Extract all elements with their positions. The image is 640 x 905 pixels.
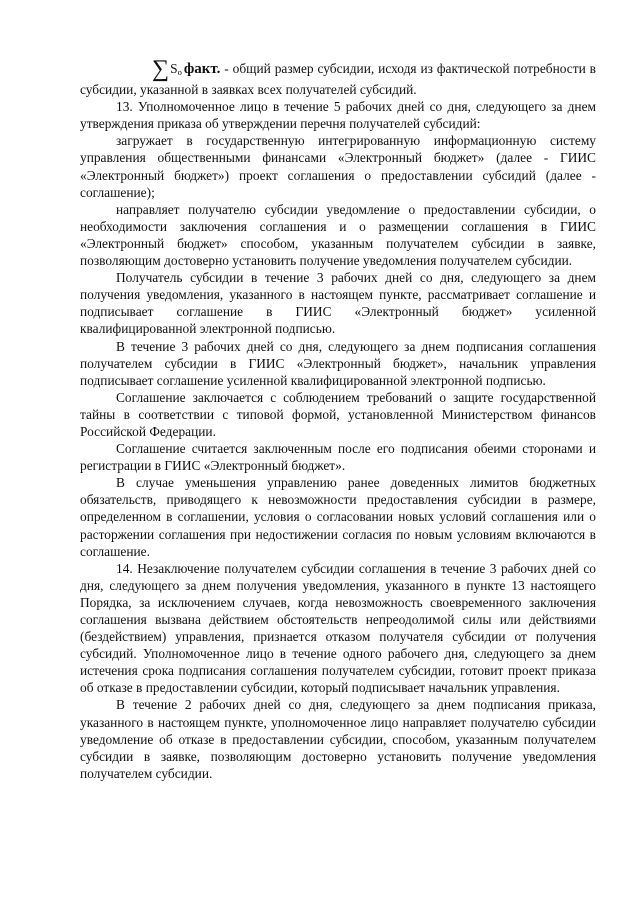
formula-symbol: S [170,61,178,76]
paragraph-upload-project: загружает в государственную интегрированную информационную систему управления общественными финансами «Электронный бюджет» (далее - ГИИС «Электронный бюджет») проект соглашения о предоставлении субсидий (далее - соглашение); [80,133,596,200]
paragraph-recipient-signs: Получатель субсидии в течение 3 рабочих дней со дня, следующего за днем получения уведомления, указанного в настоящем пункте, рассматривает соглашение и подписывает соглашение в ГИИС «Электронный бюджет» усиленной квалифицированной электронной подписью. [80,270,596,337]
paragraph-send-notice: направляет получателю субсидии уведомление о предоставлении субсидии, о необходимости заключения соглашения и о размещении соглашения в ГИИС «Электронный бюджет» способом, указанным получателем субсидии в заявке, позволяющим достоверно установить получение уведомления получателем субсидии. [80,201,596,269]
formula-suffix: факт. [183,61,221,77]
paragraph-state-secret: Соглашение заключается с соблюдением требований о защите государственной тайны в соответствии с типовой формой, установленной Министерством финансов Российской Федерации. [80,389,596,439]
subsidy-sum-formula [116,56,221,82]
sigma-symbol: ∑ [152,56,170,82]
document-page [80,56,596,782]
paragraph-limits-reduction: В случае уменьшения управлению ранее доведенных лимитов бюджетных обязательств, приводящего к невозможности предоставления субсидии в размере, определенном в соглашении, условия о согласовании новых условий соглашения или о расторжении соглашения при недостижении согласия по новым условиям включаются в соглашение. [80,475,596,559]
paragraph-14-non-conclusion: 14. Незаключение получателем субсидии соглашения в течение 3 рабочих дней со дня, следующего за днем получения уведомления, указанного в пункте 13 настоящего Порядка, за исключением случаев, когда невозможность своевременного заключения соглашения вызвана действием обстоятельств непреодолимой силы или действиями (бездействием) управления, признается отказом получателя субсидии от получения субсидий. Уполномоченное лицо в течение одного рабочего дня, следующего за днем истечения срока подписания соглашения получателем субсидии, готовит проект приказа об отказе в предоставлении субсидии, который подписывает начальник управления. [80,560,596,696]
paragraph-refusal-notice: В течение 2 рабочих дней со дня, следующего за днем подписания приказа, указанного в настоящем пункте, уполномоченное лицо направляет получателю субсидии уведомление об отказе в предоставлении субсидии, способом, указанным получателем субсидии в заявке, позволяющим достоверно установить получение уведомления получателем субсидии. [80,697,596,781]
paragraph-13-intro: 13. Уполномоченное лицо в течение 5 рабочих дней со дня, следующего за днем утверждения приказа об утверждении перечня получателей субсидий: [80,99,596,132]
formula-subscript: o [177,67,182,77]
paragraph-agreement-concluded: Соглашение считается заключенным после его подписания обеими сторонами и регистрации в ГИИС «Электронный бюджет». [80,441,596,474]
formula-description: - общий размер субсидии, исходя из фактической потребности в субсидии, указанной в заявках всех получателей субсидий. [80,61,596,98]
formula-paragraph [80,56,596,98]
paragraph-head-signs: В течение 3 рабочих дней со дня, следующего за днем подписания соглашения получателем субсидии в ГИИС «Электронный бюджет», начальник управления подписывает соглашение усиленной квалифицированной электронной подписью. [80,338,596,388]
